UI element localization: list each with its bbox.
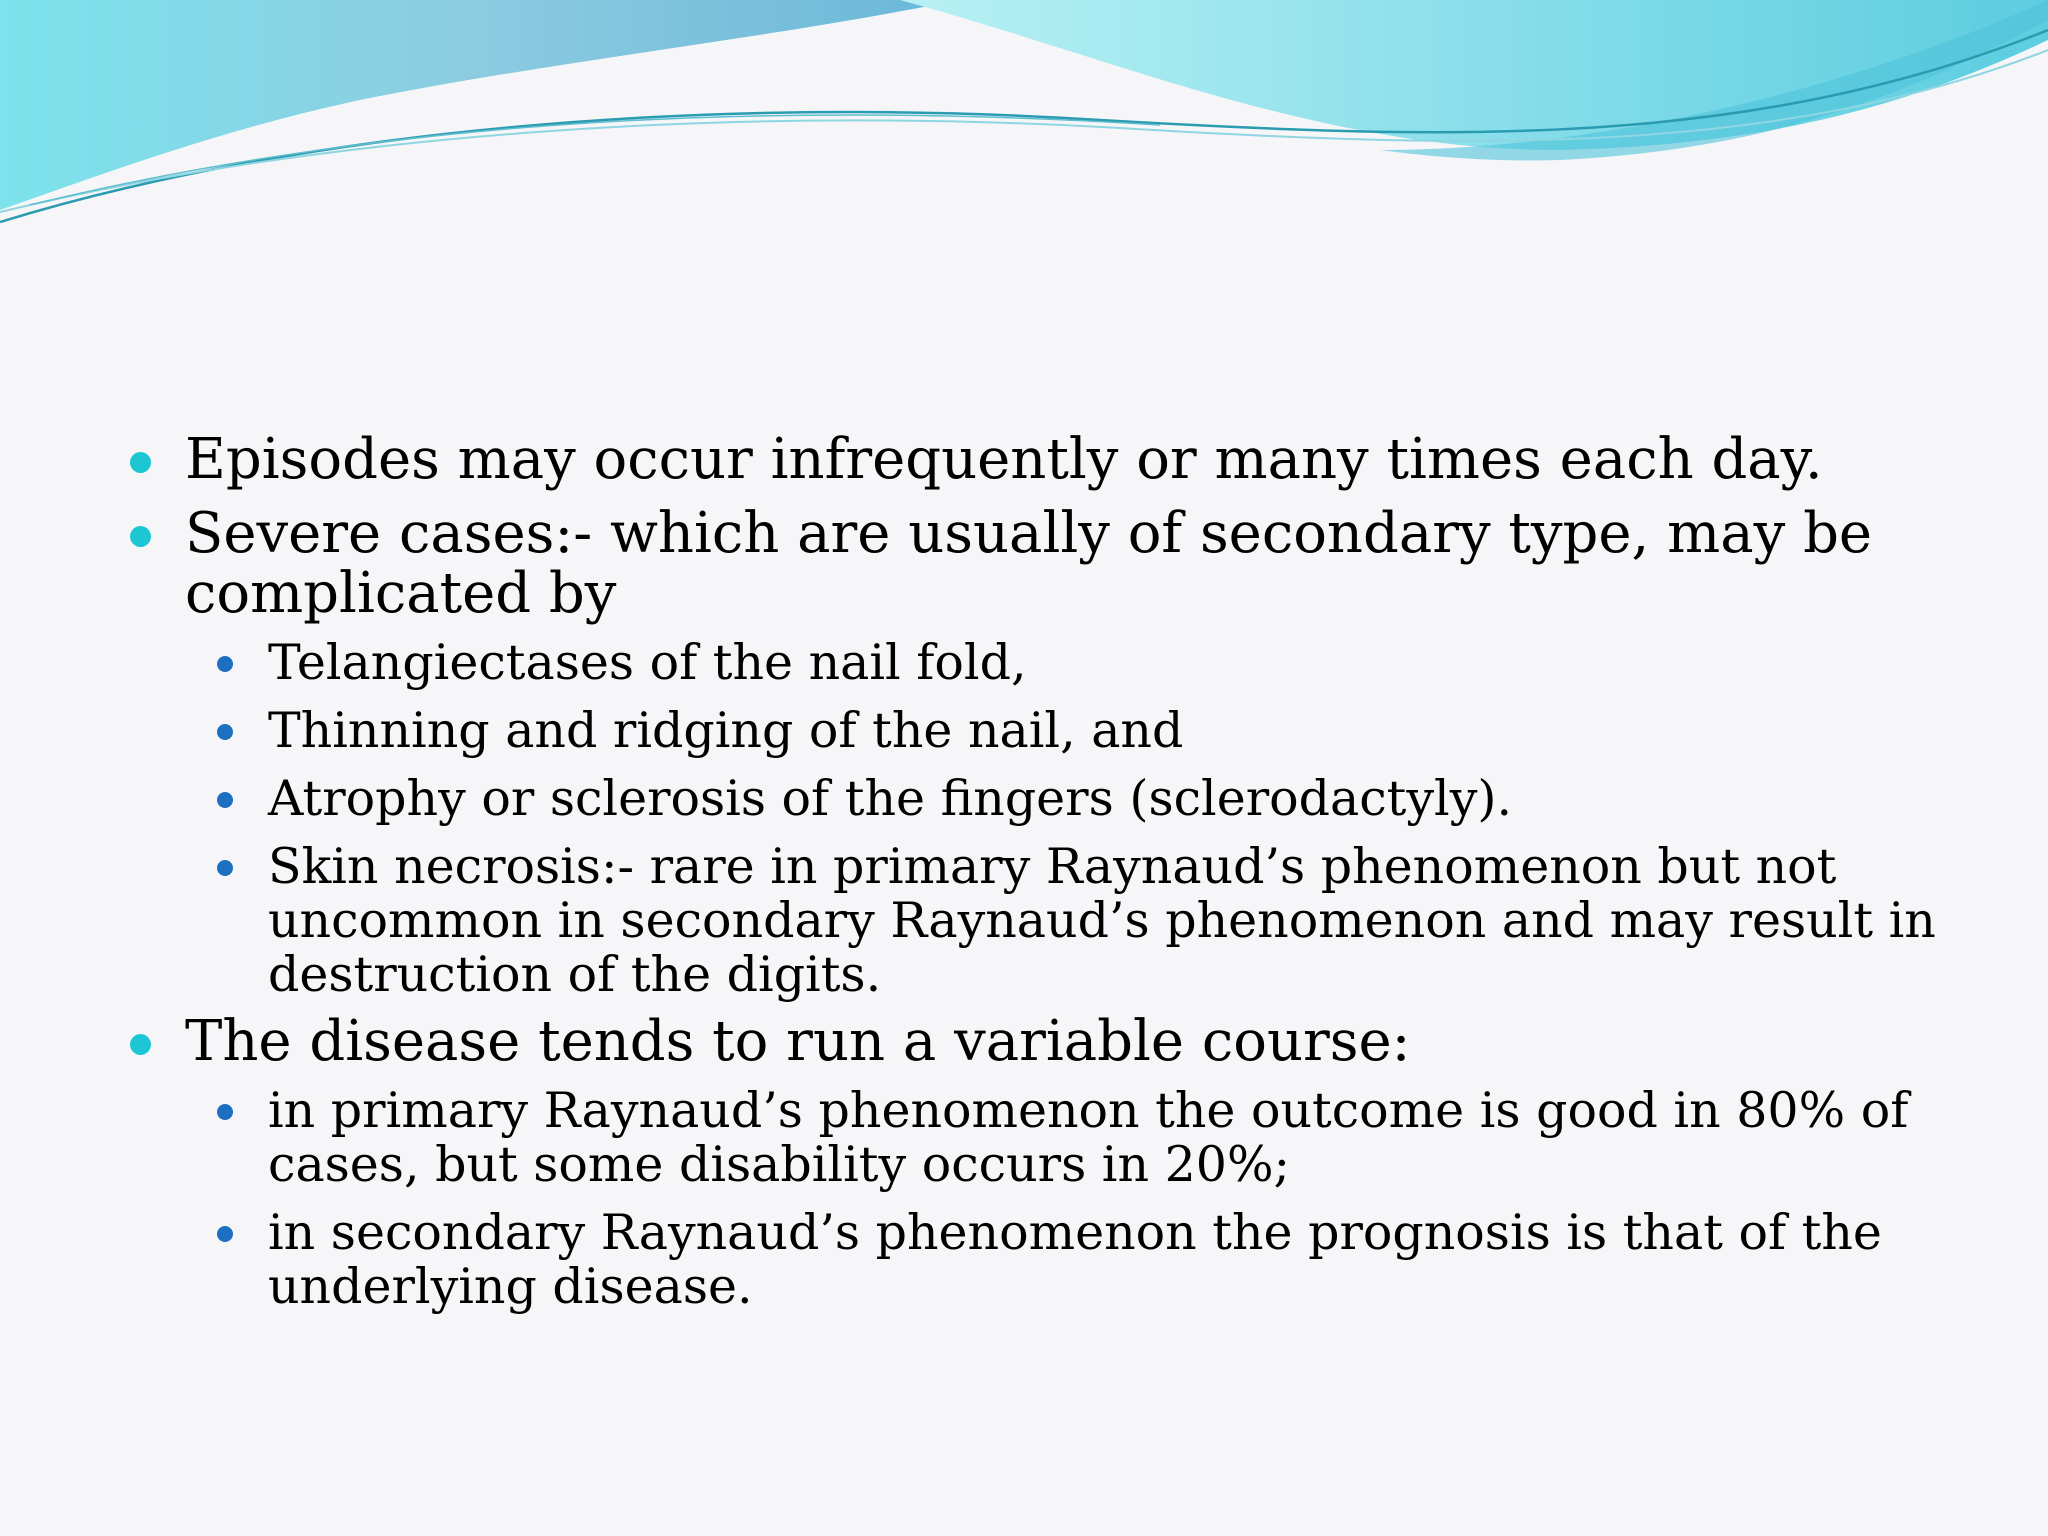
- sub-bullet-text: Telangiectases of the nail fold,: [268, 634, 1027, 691]
- sub-bullet-text: Skin necrosis:- rare in primary Raynaud’s phenomenon but not uncommon in secondary Raynaud’s phenomenon and may result in destruction of the digits.: [268, 838, 1936, 1003]
- bullet-variable-course: [130, 1009, 1950, 1074]
- bullet-list: [130, 427, 1950, 1328]
- sub-bullet-dot-icon: [217, 656, 233, 672]
- bullet-severe-cases: [130, 501, 1950, 626]
- sub-bullet-atrophy: [130, 772, 1950, 826]
- sub-bullet-telangiectases: [130, 636, 1950, 690]
- wave-banner-icon: [0, 0, 2048, 240]
- sub-bullet-dot-icon: [217, 1104, 233, 1120]
- bullet-dot-icon: [130, 452, 151, 473]
- bullet-episodes: [130, 427, 1950, 492]
- sub-bullet-thinning: [130, 704, 1950, 758]
- sub-bullet-text: Atrophy or sclerosis of the fingers (sclerodactyly).: [268, 770, 1513, 827]
- sub-bullet-secondary-prognosis: [130, 1206, 1950, 1314]
- bullet-text: The disease tends to run a variable course:: [185, 1009, 1411, 1074]
- sub-bullet-primary-outcome: [130, 1084, 1950, 1192]
- bullet-dot-icon: [130, 1034, 151, 1055]
- bullet-dot-icon: [130, 526, 151, 547]
- sub-bullet-dot-icon: [217, 860, 233, 876]
- bullet-text: Severe cases:- which are usually of secondary type, may be complicated by: [185, 501, 1873, 626]
- sub-bullet-text: in primary Raynaud’s phenomenon the outcome is good in 80% of cases, but some disability occurs in 20%;: [268, 1082, 1909, 1193]
- sub-bullet-dot-icon: [217, 1226, 233, 1242]
- bullet-text: Episodes may occur infrequently or many times each day.: [185, 427, 1823, 492]
- sub-bullet-dot-icon: [217, 724, 233, 740]
- sub-bullet-skin-necrosis: [130, 840, 1950, 1002]
- sub-bullet-dot-icon: [217, 792, 233, 808]
- sub-bullet-text: in secondary Raynaud’s phenomenon the prognosis is that of the underlying disease.: [268, 1204, 1882, 1315]
- sub-bullet-text: Thinning and ridging of the nail, and: [268, 702, 1184, 759]
